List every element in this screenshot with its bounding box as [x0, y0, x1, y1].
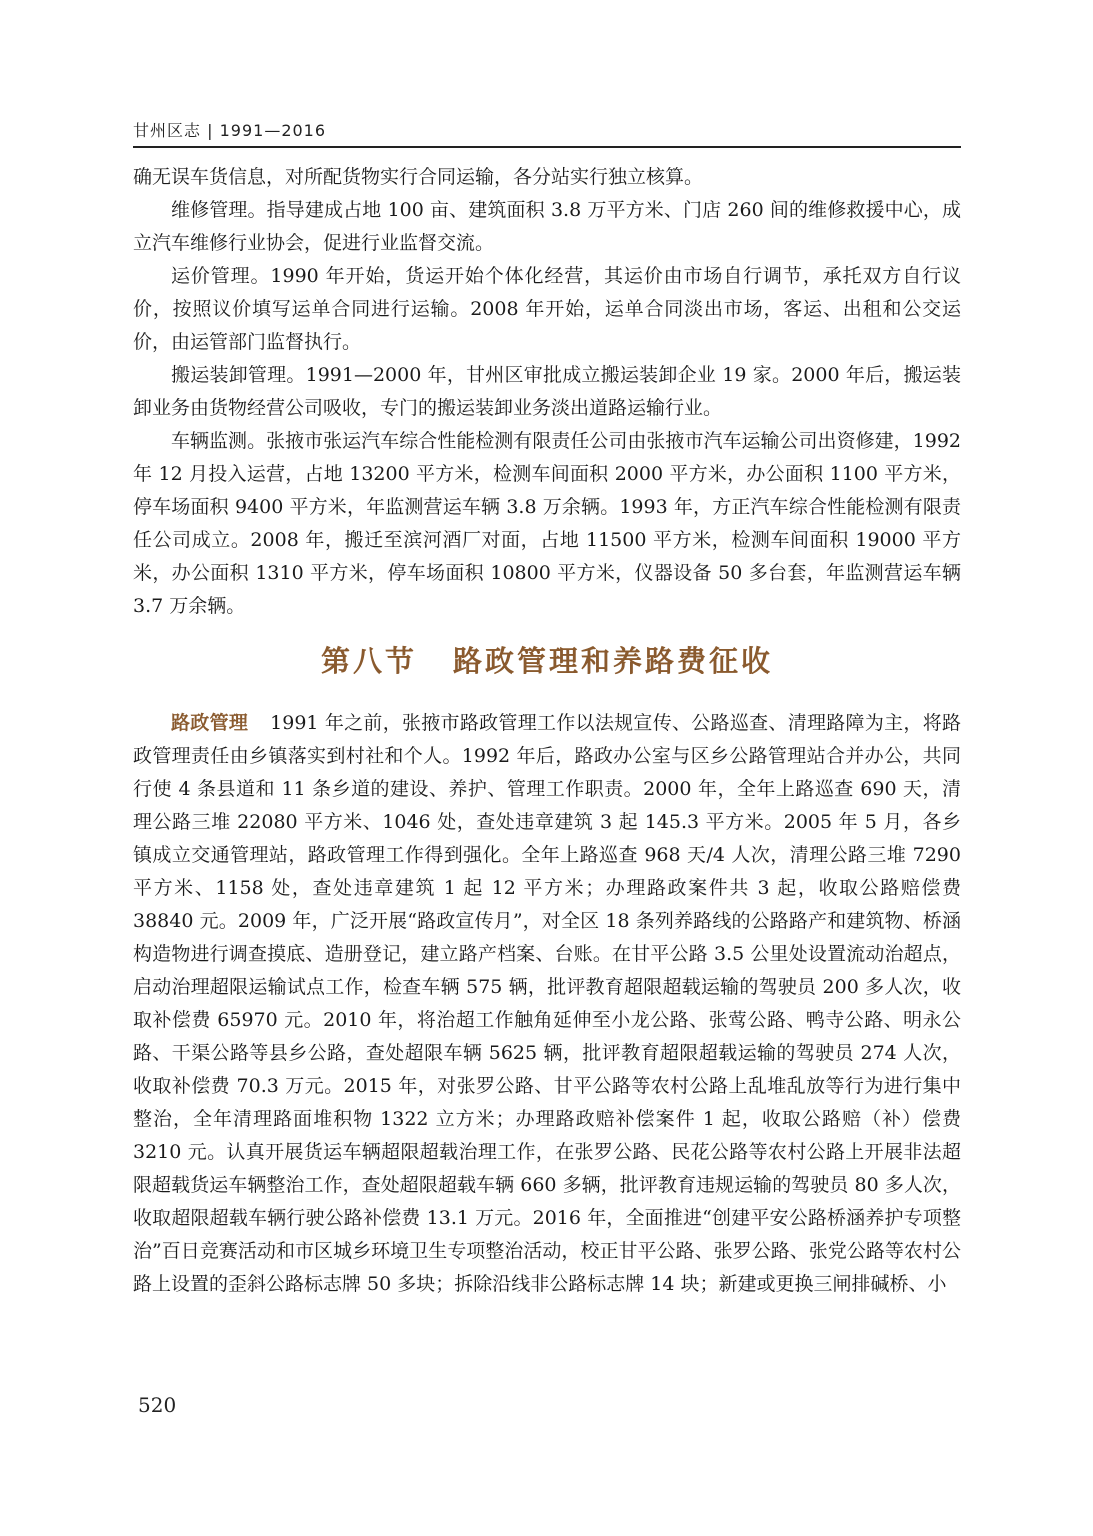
book-title: 甘州区志: [133, 121, 202, 140]
paragraph-continuation: 确无误车货信息，对所配货物实行合同运输，各分站实行独立核算。: [133, 166, 704, 188]
paragraph-freight-price: 运价管理。1990 年开始，货运开始个体化经营，其运价由市场自行调节，承托双方自行议价，按照议价填写运单合同进行运输。2008 年开始，运单合同淡出市场，客运、出租和公交运价，由运管部门监督执行。: [133, 265, 961, 353]
section-number: 第八节: [320, 644, 417, 678]
paragraph-road-admin: [133, 707, 961, 1301]
section-name: 路政管理和养路费征收: [453, 644, 774, 678]
running-head: [133, 120, 961, 148]
paragraph-loading: 搬运装卸管理。1991—2000 年，甘州区审批成立搬运装卸企业 19 家。2000 年后，搬运装卸业务由货物经营公司吸收，专门的搬运装卸业务淡出道路运输行业。: [133, 364, 961, 419]
body-text: [133, 161, 961, 1301]
paragraph-vehicle-testing: 车辆监测。张掖市张运汽车综合性能检测有限责任公司由张掖市汽车运输公司出资修建，1992 年 12 月投入运营，占地 13200 平方米，检测车间面积 2000 平方米，办公面积 1100 平方米，停车场面积 9400 平方米，年监测营运车辆 3.8 万余辆。1993 年，方正汽车综合性能检测有限责任公司成立。2008 年，搬迁至滨河酒厂对面，占地 11500 平方米，检测车间面积 19000 平方米，办公面积 1310 平方米，停车场面积 10800 平方米，仪器设备 50 多台套，年监测营运车辆 3.7 万余辆。: [133, 430, 961, 617]
section-title: [133, 637, 961, 685]
road-admin-text: 1991 年之前，张掖市路政管理工作以法规宣传、公路巡查、清理路障为主，将路政管理责任由乡镇落实到村社和个人。1992 年后，路政办公室与区乡公路管理站合并办公，共同行使 4 条县道和 11 条乡道的建设、养护、管理工作职责。2000 年，全年上路巡查 690 天，清理公路三堆 22080 平方米、1046 处，查处违章建筑 3 起 145.3 平方米。2005 年 5 月，各乡镇成立交通管理站，路政管理工作得到强化。全年上路巡查 968 天/4 人次，清理公路三堆 7290 平方米、1158 处，查处违章建筑 1 起 12 平方米；办理路政案件共 3 起，收取公路赔偿费 38840 元。2009 年，广泛开展“路政宣传月”，对全区 18 条列养路线的公路路产和建筑物、桥涵构造物进行调查摸底、造册登记，建立路产档案、台账。在甘平公路 3.5 公里处设置流动治超点，启动治理超限运输试点工作，检查车辆 575 辆，批评教育超限超载运输的驾驶员 200 多人次，收取补偿费 65970 元。2010 年，将治超工作触角延伸至小龙公路、张莺公路、鸭寺公路、明永公路、干渠公路等县乡公路，查处超限车辆 5625 辆，批评教育超限超载运输的驾驶员 274 人次，收取补偿费 70.3 万元。2015 年，对张罗公路、甘平公路等农村公路上乱堆乱放等行为进行集中整治，全年清理路面堆积物 1322 立方米；办理路政赔补偿案件 1 起，收取公路赔（补）偿费 3210 元。认真开展货运车辆超限超载治理工作，在张罗公路、民花公路等农村公路上开展非法超限超载货运车辆整治工作，查处超限超载车辆 660 多辆，批评教育违规运输的驾驶员 80 多人次，收取超限超载车辆行驶公路补偿费 13.1 万元。2016 年，全面推进“创建平安公路桥涵养护专项整治”百日竞赛活动和市区城乡环境卫生专项整治活动，校正甘平公路、张罗公路、张党公路等农村公路上设置的歪斜公路标志牌 50 多块；拆除沿线非公路标志牌 14 块；新建或更换三闸排碱桥、小: [133, 712, 961, 1295]
page-number: 520: [138, 1393, 177, 1417]
header-separator: |: [207, 121, 214, 140]
road-admin-lead: 路政管理: [171, 712, 249, 734]
header-years: 1991—2016: [219, 121, 327, 140]
paragraph-maintenance: 维修管理。指导建成占地 100 亩、建筑面积 3.8 万平方米、门店 260 间的维修救援中心，成立汽车维修行业协会，促进行业监督交流。: [133, 199, 961, 254]
